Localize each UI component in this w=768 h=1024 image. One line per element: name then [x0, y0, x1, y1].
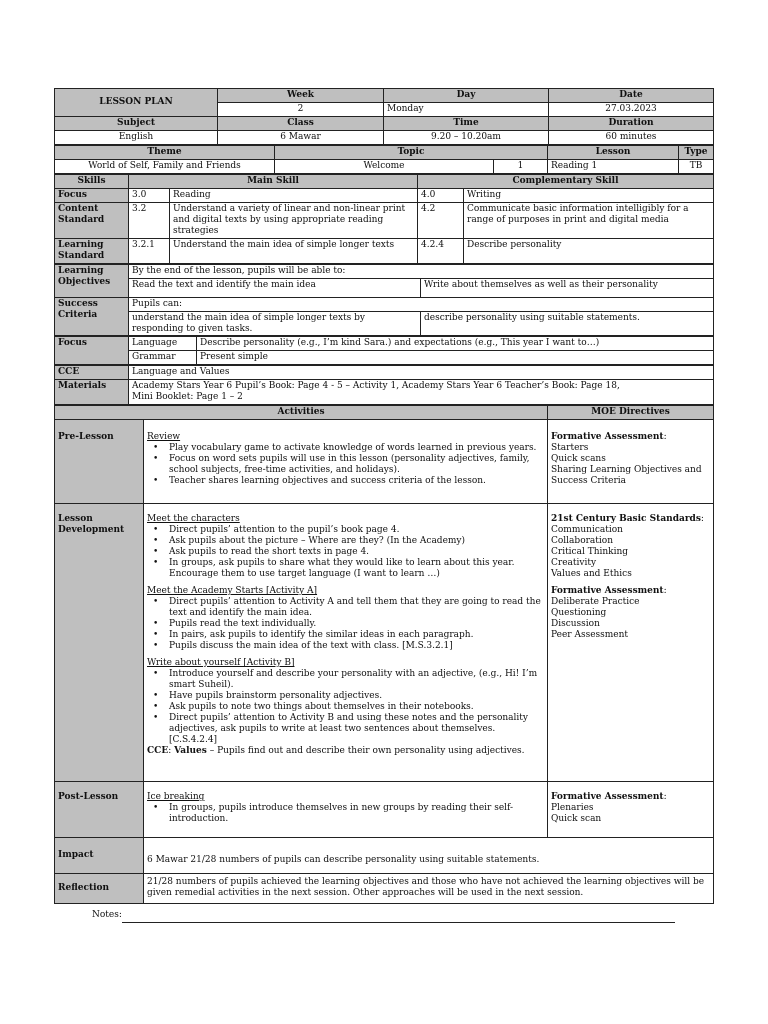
materials-label: Materials — [55, 380, 129, 405]
topic-value: Welcome — [275, 159, 494, 173]
materials-value — [129, 380, 714, 405]
focus-main-number: 3.0 — [129, 188, 170, 202]
notes-line — [122, 922, 675, 923]
focus-language-label: Focus — [55, 337, 129, 365]
objectives-table — [54, 264, 714, 337]
moe-item: Critical Thinking — [551, 547, 629, 558]
post-lesson-label: Post-Lesson — [55, 782, 144, 838]
objective-2: Write about themselves as well as their personality — [421, 278, 714, 297]
materials-line-2: Mini Booklet: Page 1 – 2 — [132, 392, 243, 403]
moe-item: Creativity — [551, 558, 597, 569]
learning-main-number: 3.2.1 — [129, 238, 170, 263]
development-heading-2: Meet the Academy Starts [Activity A] — [147, 586, 318, 597]
time-label: Time — [384, 116, 549, 130]
content-comp-value: Communicate basic information intelligibly for a range of purposes in print and digital media — [464, 202, 714, 238]
post-lesson-content — [144, 782, 548, 838]
cce-label: CCE — [55, 366, 129, 380]
list-item: • Direct pupils’ attention to the pupil’s book page 4. — [169, 525, 544, 536]
lesson-label: Lesson — [548, 145, 679, 159]
main-skill-label: Main Skill — [129, 174, 418, 188]
moe-item: Questioning — [551, 608, 607, 619]
learning-comp-value: Describe personality — [464, 238, 714, 263]
topic-number: 1 — [494, 159, 548, 173]
cce-values: Values — [174, 745, 207, 756]
list-item: • Direct pupils’ attention to Activity A and tell them that they are going to read the text and identify the main idea. — [169, 597, 544, 619]
learning-standard-label: Learning Standard — [55, 238, 129, 263]
duration-label: Duration — [549, 116, 714, 130]
moe-item: Collaboration — [551, 536, 613, 547]
development-heading-1: Meet the characters — [147, 514, 240, 525]
cce-value: Language and Values — [129, 366, 714, 380]
content-main-value: Understand a variety of linear and non-linear print and digital texts by using appropriate reading strategies — [170, 202, 418, 238]
pre-lesson-heading: Review — [147, 432, 181, 443]
success-intro: Pupils can: — [129, 297, 714, 311]
theme-value: World of Self, Family and Friends — [55, 159, 275, 173]
theme-label: Theme — [55, 145, 275, 159]
content-standard-label: Content Standard — [55, 202, 129, 238]
day-value: Monday — [384, 102, 549, 116]
week-value: 2 — [218, 102, 384, 116]
success-criterion-1: understand the main idea of simple longer texts by responding to given tasks. — [129, 311, 421, 336]
date-value: 27.03.2023 — [549, 102, 714, 116]
development-list-2 — [147, 597, 544, 652]
cce-prefix: CCE — [147, 745, 169, 756]
impact-text: 6 Mawar 21/28 numbers of pupils can describe personality using suitable statements. — [144, 838, 714, 874]
moe-item: Communication — [551, 525, 623, 536]
time-value: 9.20 – 10.20am — [384, 130, 549, 144]
learning-objectives-label: Learning Objectives — [55, 264, 129, 297]
objective-1: Read the text and identify the main idea — [129, 278, 421, 297]
notes-label: Notes: — [92, 910, 122, 920]
success-criteria-label: Success Criteria — [55, 297, 129, 336]
day-label: Day — [384, 89, 549, 103]
development-list-1 — [147, 525, 544, 580]
activities-table — [54, 405, 714, 904]
focus-label: Focus — [55, 188, 129, 202]
list-item: • Focus on word sets pupils will use in this lesson (personality adjectives, family, school subjects, free-time activities, and holidays). — [169, 454, 544, 476]
class-value: 6 Mawar — [218, 130, 384, 144]
pre-lesson-moe: Formative Assessment: Starters Quick scans Sharing Learning Objectives and Success Criteria — [548, 420, 714, 504]
skills-label: Skills — [55, 174, 129, 188]
focus-comp-number: 4.0 — [418, 188, 464, 202]
subject-value: English — [55, 130, 218, 144]
cce-materials-table — [54, 365, 714, 405]
duration-value: 60 minutes — [549, 130, 714, 144]
moe-item: Deliberate Practice — [551, 597, 640, 608]
list-item: • In pairs, ask pupils to identify the similar ideas in each paragraph. — [169, 630, 544, 641]
list-item: • Introduce yourself and describe your personality with an adjective, (e.g., Hi! I’m smart Suheil). — [169, 669, 544, 691]
lesson-development-moe: 21st Century Basic Standards: Communication Collaboration Critical Thinking Creativity Values and Ethics Formative Assessment: Deliberate Practice Questioning Discussion Peer Assessment — [548, 504, 714, 782]
success-criterion-2: describe personality using suitable statements. — [421, 311, 714, 336]
moe-item: Quick scan — [551, 814, 602, 825]
moe-title: Formative Assessment — [551, 586, 664, 597]
list-item: • Direct pupils’ attention to Activity B and using these notes and the personality adjectives, ask pupils to write at least two sentences about themselves. [C.S.4.2.4] — [169, 713, 544, 746]
impact-label: Impact — [55, 838, 144, 874]
header-table — [54, 88, 714, 145]
lesson-plan-document — [54, 88, 713, 904]
moe-directives-label: MOE Directives — [548, 406, 714, 420]
grammar-value: Present simple — [197, 351, 714, 365]
moe-item: Values and Ethics — [551, 569, 632, 580]
development-list-3 — [147, 669, 544, 746]
moe-item: Discussion — [551, 619, 600, 629]
subject-label: Subject — [55, 116, 218, 130]
list-item: • Play vocabulary game to activate knowledge of words learned in previous years. — [169, 443, 544, 454]
post-lesson-moe: Formative Assessment: Plenaries Quick scan — [548, 782, 714, 838]
grammar-label: Grammar — [129, 351, 197, 365]
pre-lesson-content — [144, 420, 548, 504]
cce-note: CCE: Values – Pupils find out and describe their own personality using adjectives. — [147, 745, 525, 756]
objectives-intro: By the end of the lesson, pupils will be able to: — [129, 264, 714, 278]
list-item: • Ask pupils to read the short texts in page 4. — [169, 547, 544, 558]
moe-item: Quick scans — [551, 454, 606, 465]
theme-table — [54, 145, 714, 174]
lesson-plan-title: LESSON PLAN — [55, 89, 218, 117]
reflection-label: Reflection — [55, 874, 144, 904]
lesson-value: Reading 1 — [548, 159, 679, 173]
date-label: Date — [549, 89, 714, 103]
content-comp-number: 4.2 — [418, 202, 464, 238]
list-item: • In groups, pupils introduce themselves in new groups by reading their self-introduction. — [169, 803, 544, 825]
materials-line-1: Academy Stars Year 6 Pupil’s Book: Page 4 - 5 – Activity 1, Academy Stars Year 6 Teacher’s Book: Page 18, — [132, 381, 620, 392]
pre-lesson-list — [147, 443, 544, 487]
content-main-number: 3.2 — [129, 202, 170, 238]
moe-item: Starters — [551, 443, 589, 454]
skills-table — [54, 174, 714, 264]
moe-title: Formative Assessment — [551, 432, 664, 443]
development-heading-3: Write about yourself [Activity B] — [147, 657, 295, 668]
moe-item: Peer Assessment — [551, 629, 629, 640]
list-item: • Teacher shares learning objectives and success criteria of the lesson. — [169, 476, 544, 487]
type-value: TB — [679, 159, 714, 173]
class-label: Class — [218, 116, 384, 130]
reflection-text: 21/28 numbers of pupils achieved the learning objectives and those who have not achieved the learning objectives will be given remedial activities in the next session. Other approaches will be used in the next session. — [144, 874, 714, 904]
language-label: Language — [129, 337, 197, 351]
list-item: • Pupils read the text individually. — [169, 619, 544, 630]
focus-comp-value: Writing — [464, 188, 714, 202]
learning-comp-number: 4.2.4 — [418, 238, 464, 263]
list-item: • Ask pupils about the picture – Where are they? (In the Academy) — [169, 536, 544, 547]
list-item: • Ask pupils to note two things about themselves in their notebooks. — [169, 702, 544, 713]
cce-text: – Pupils find out and describe their own personality using adjectives. — [206, 745, 525, 756]
lesson-development-label: Lesson Development — [55, 504, 144, 782]
week-label: Week — [218, 89, 384, 103]
post-lesson-list — [147, 803, 544, 825]
topic-label: Topic — [275, 145, 548, 159]
learning-main-value: Understand the main idea of simple longer texts — [170, 238, 418, 263]
moe-item: Plenaries — [551, 803, 594, 814]
language-value: Describe personality (e.g., I’m kind Sara.) and expectations (e.g., This year I want to…) — [197, 337, 714, 351]
focus-main-value: Reading — [170, 188, 418, 202]
moe-title: 21st Century Basic Standards — [551, 514, 701, 525]
pre-lesson-label: Pre-Lesson — [55, 420, 144, 504]
post-lesson-heading: Ice breaking — [147, 792, 205, 803]
focus-language-table — [54, 336, 714, 365]
list-item: • Have pupils brainstorm personality adjectives. — [169, 691, 544, 702]
list-item: • Pupils discuss the main idea of the text with class. [M.S.3.2.1] — [169, 641, 544, 652]
activities-label: Activities — [55, 406, 548, 420]
list-item: • In groups, ask pupils to share what they would like to learn about this year. Encourage them to use target language (I want to learn …) — [169, 558, 544, 580]
moe-title: Formative Assessment — [551, 792, 664, 803]
lesson-development-content — [144, 504, 548, 782]
type-label: Type — [679, 145, 714, 159]
moe-item: Sharing Learning Objectives and Success Criteria — [551, 465, 702, 487]
complementary-skill-label: Complementary Skill — [418, 174, 714, 188]
